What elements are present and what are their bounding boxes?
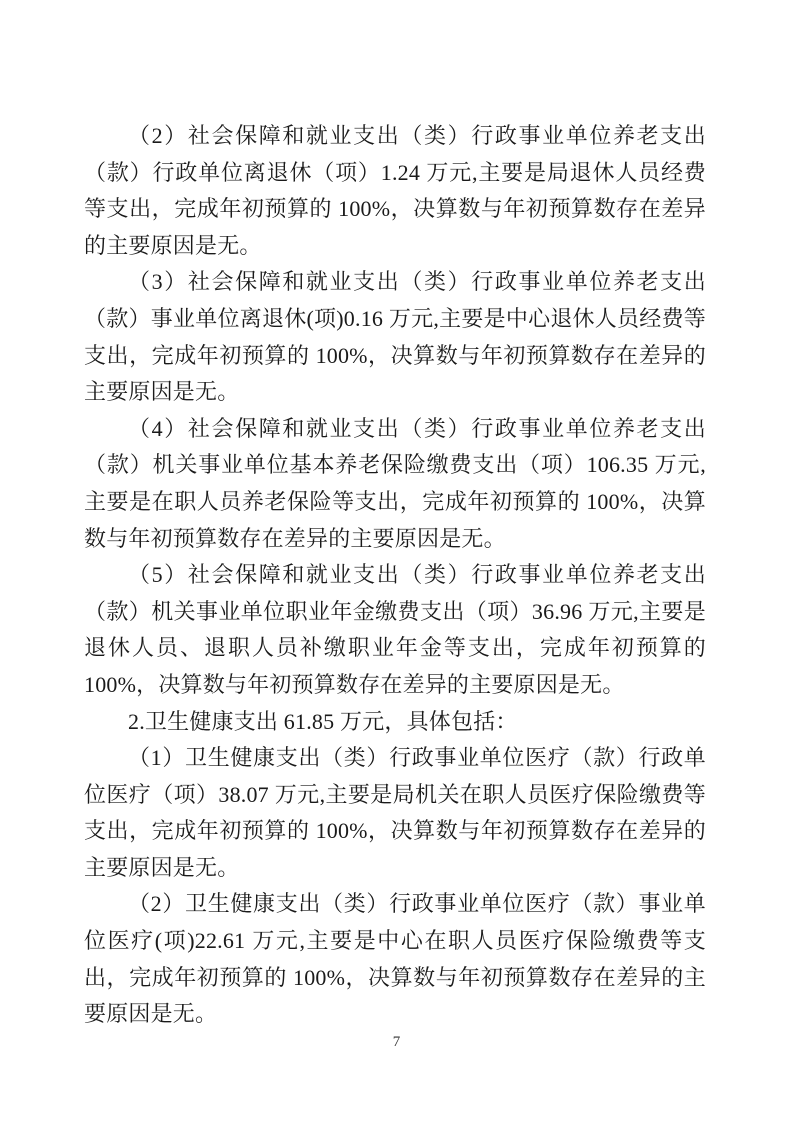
document-body [84,118,706,1033]
paragraph-health-1: （1）卫生健康支出（类）行政事业单位医疗（款）行政单位医疗（项）38.07 万元,主要是局机关在职人员医疗保险缴费等支出，完成年初预算的 100%，决算数与年初预算数存在差异的主要原因是无。 [84,745,706,880]
page-number: 7 [392,1034,401,1050]
paragraph-social-security-4: （4）社会保障和就业支出（类）行政事业单位养老支出（款）机关事业单位基本养老保险缴费支出（项）106.35 万元,主要是在职人员养老保险等支出，完成年初预算的 100%，决算数与年初预算数存在差异的主要原因是无。 [84,415,706,551]
paragraph-health-2: （2）卫生健康支出（类）行政事业单位医疗（款）事业单位医疗(项)22.61 万元,主要是中心在职人员医疗保险缴费等支出，完成年初预算的 100%，决算数与年初预算数存在差异的主要原因是无。 [84,891,706,1027]
paragraph-health-heading: 2.卫生健康支出 61.85 万元，具体包括： [128,708,518,734]
page-footer [0,1033,793,1051]
paragraph-social-security-5: （5）社会保障和就业支出（类）行政事业单位养老支出（款）机关事业单位职业年金缴费支出（项）36.96 万元,主要是退休人员、退职人员补缴职业年金等支出，完成年初预算的 100%，决算数与年初预算数存在差异的主要原因是无。 [84,562,706,697]
paragraph-social-security-3: （3）社会保障和就业支出（类）行政事业单位养老支出（款）事业单位离退休(项)0.16 万元,主要是中心退休人员经费等支出，完成年初预算的 100%，决算数与年初预算数存在差异的主要原因是无。 [84,269,706,405]
paragraph-social-security-2: （2）社会保障和就业支出（类）行政事业单位养老支出（款）行政单位离退休（项）1.24 万元,主要是局退休人员经费等支出，完成年初预算的 100%，决算数与年初预算数存在差异的主要原因是无。 [84,123,706,258]
